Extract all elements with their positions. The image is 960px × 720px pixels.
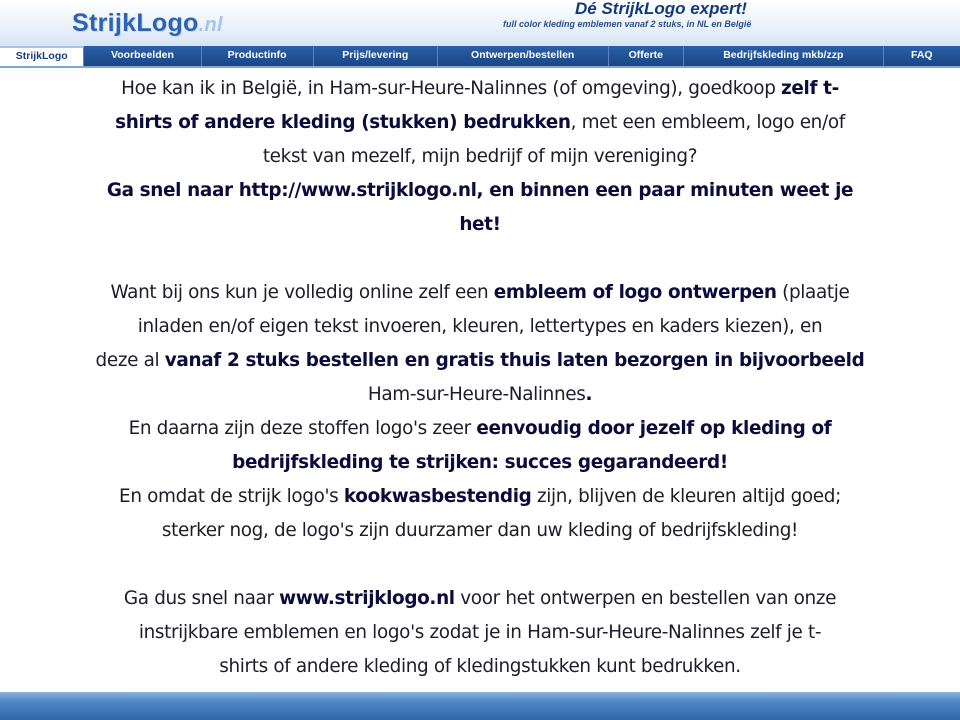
nav-item-productinfo[interactable]: Productinfo <box>202 46 314 66</box>
text-span: deze al <box>95 350 165 371</box>
text-span: zijn, blijven de kleuren altijd goed; <box>531 486 841 507</box>
paragraph-gap <box>0 548 960 582</box>
bold-text: shirts of andere kleding (stukken) bedrukken <box>115 112 571 133</box>
nav-item-faq[interactable]: FAQ <box>910 49 933 61</box>
bold-text: het! <box>459 214 501 235</box>
text-span: voor het ontwerpen en bestellen van onze <box>454 588 837 609</box>
bold-text: eenvoudig door jezelf op kleding of <box>476 418 832 439</box>
text-span: inladen en/of eigen tekst invoeren, kleuren, lettertypes en kaders kiezen), en <box>137 316 823 337</box>
text-span: Ham-sur-Heure-Nalinnes <box>367 384 586 405</box>
tagline-main: Dé StrijkLogo expert! <box>575 0 747 18</box>
text-span: En omdat de strijk logo's <box>119 486 344 507</box>
nav-item-voorbeelden[interactable]: Voorbeelden <box>84 46 201 66</box>
bold-text: embleem of logo ontwerpen <box>493 282 777 303</box>
bold-text: zelf t- <box>781 78 839 99</box>
text-span: Ga dus snel naar <box>123 588 280 609</box>
text-span: shirts of andere kleding of kledingstukken kunt bedrukken. <box>219 656 741 677</box>
paragraph-gap <box>0 242 960 276</box>
text-span: (plaatje <box>776 282 850 303</box>
text-span: Want bij ons kun je volledig online zelf een <box>110 282 494 303</box>
nav-item-strijklogo[interactable]: StrijkLogo <box>0 46 84 66</box>
intro-paragraph <box>0 72 960 242</box>
text-span: Hoe kan ik in België, in Ham-sur-Heure-Nalinnes (of omgeving), goedkoop <box>121 78 782 99</box>
website-link[interactable]: www.strijklogo.nl <box>279 588 455 609</box>
features-paragraph <box>0 276 960 548</box>
nav-item-offerte[interactable]: Offerte <box>609 46 684 66</box>
logo-tld: .nl <box>198 14 223 36</box>
bold-text: bedrijfskleding te strijken: succes gegarandeerd! <box>232 452 728 473</box>
call-to-action-paragraph <box>0 582 960 684</box>
text-span: sterker nog, de logo's zijn duurzamer dan uw kleding of bedrijfskleding! <box>161 520 799 541</box>
text-span: En daarna zijn deze stoffen logo's zeer <box>128 418 477 439</box>
tagline-sub: full color kleding emblemen vanaf 2 stuks, in NL en België <box>503 19 752 29</box>
main-nav <box>0 46 960 68</box>
text-span: tekst van mezelf, mijn bedrijf of mijn vereniging? <box>262 146 698 167</box>
logo-word: StrijkLogo <box>72 9 199 37</box>
site-header <box>0 0 960 46</box>
footer-bar <box>0 692 960 720</box>
main-content <box>0 72 960 684</box>
bold-text: kookwasbestendig <box>343 486 532 507</box>
bold-text: vanaf 2 stuks bestellen en gratis thuis laten bezorgen in bijvoorbeeld <box>164 350 865 371</box>
nav-item-ontwerpen-bestellen[interactable]: Ontwerpen/bestellen <box>438 46 609 66</box>
nav-item-prijs-levering[interactable]: Prijs/levering <box>314 46 438 66</box>
text-span: , met een embleem, logo en/of <box>570 112 845 133</box>
bold-text: . <box>585 384 593 405</box>
nav-item-bedrijfskleding[interactable]: Bedrijfskleding mkb/zzp <box>684 46 884 66</box>
bold-text: Ga snel naar http://www.strijklogo.nl, en binnen een paar minuten weet je <box>106 180 854 201</box>
site-logo[interactable] <box>72 8 223 40</box>
text-span: instrijkbare emblemen en logo's zodat je in Ham-sur-Heure-Nalinnes zelf je t- <box>138 622 822 643</box>
